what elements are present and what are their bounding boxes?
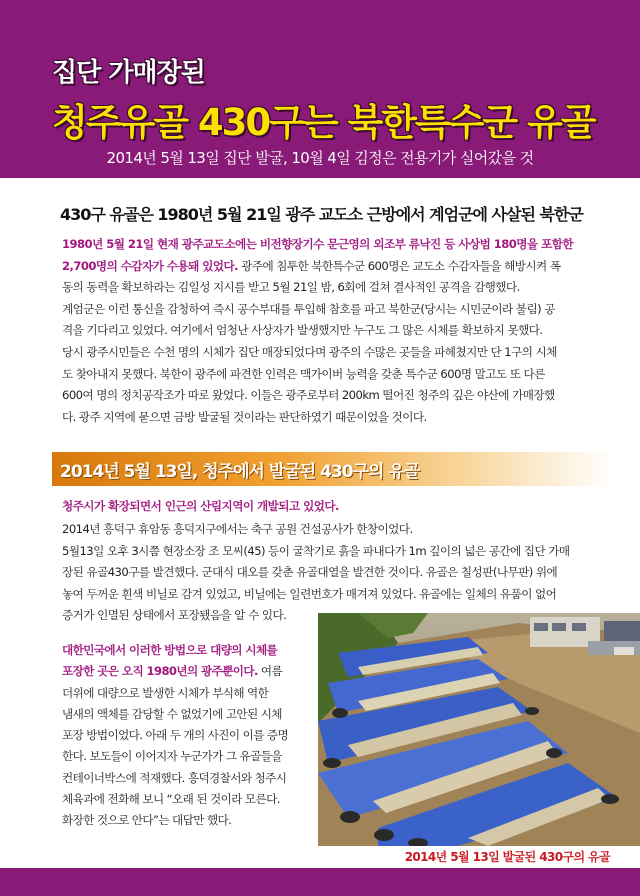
section2-line: 2014년 흥덕구 휴암동 흥덕지구에서는 축구 공원 건설공사가 한창이었다. xyxy=(62,522,413,536)
section1-highlight-line: 1980년 5월 21일 현재 광주교도소에는 비전향장기수 문근영의 외조부 류낙진 등 사상범 180명을 포함한 xyxy=(62,237,574,251)
section1-body xyxy=(62,234,600,428)
section1-line: 격을 기다리고 있었다. 여기에서 엄청난 사상자가 발생했지만 누구도 그 많은 시체를 확보하지 못했다. xyxy=(62,323,543,338)
header-banner xyxy=(0,0,640,178)
section1-line xyxy=(62,256,600,278)
section1-line: 동의 동력을 확보하라는 김일성 지시를 받고 5월 21일 밤, 6회에 걸쳐 결사적인 공격을 감행했다. xyxy=(62,280,520,295)
section1-heading: 430구 유골은 1980년 5월 21일 광주 교도소 근방에서 계엄군에 사살된 북한군 xyxy=(60,205,583,224)
section2-band xyxy=(52,452,612,486)
section1-highlight-line: 2,700명의 수감자가 수용돼 있었다. xyxy=(62,258,239,273)
side-line-rest: 여름 xyxy=(257,664,283,679)
section1-line: 600여 명의 정치공작조가 따로 왔었다. 이들은 광주로부터 200km 떨어진 청주의 깊은 야산에 가매장했 xyxy=(62,388,555,403)
section1-line: 도 찾아내지 못했다. 북한이 광주에 파견한 인력은 맥가이버 능력을 갖춘 특수군 600명 말고도 또 다른 xyxy=(62,366,545,381)
page-subtitle: 2014년 5월 13일 집단 발굴, 10월 4일 김정은 전용기가 실어갔을 것 xyxy=(106,149,534,167)
side-line: 화장한 것으로 안다”는 대답만 했다. xyxy=(62,813,232,828)
side-line: 냄새의 액체를 감당할 수 없었기에 고안된 시체 xyxy=(62,706,282,721)
section2-heading: 2014년 5월 13일, 청주에서 발굴된 430구의 유골 xyxy=(60,462,420,482)
section2-side-text xyxy=(62,640,312,832)
section2-line: 증거가 인멸된 상태에서 포장됐음을 알 수 있다. xyxy=(62,608,287,623)
section1-line: 당시 광주시민들은 수천 명의 시체가 집단 매장되었다며 광주의 수많은 곳들을 파헤쳤지만 단 1구의 시체 xyxy=(62,344,557,359)
section1-line: 다. 광주 지역에 묻으면 금방 발굴될 것이라는 판단하였기 때문이었을 것이다. xyxy=(62,409,427,424)
section2-line: 5월13일 오후 3시쯤 현장소장 조 모씨(45) 등이 굴착기로 흙을 파내다가 1m 깊이의 넓은 공간에 집단 가매 xyxy=(62,543,570,558)
side-highlight-line: 포장한 곳은 오직 1980년의 광주뿐이다. xyxy=(62,664,258,679)
section2-lead: 청주시가 확장되면서 인근의 산림지역이 개발되고 있었다. xyxy=(62,499,339,513)
excavation-photo-graphic xyxy=(318,613,640,846)
side-line: 더위에 대량으로 발생한 시체가 부식해 역한 xyxy=(62,685,269,700)
section1-line: 계엄군은 이런 통신을 감청하여 즉시 공수부대를 투입해 참호를 파고 북한군(당시는 시민군이라 불림) 공 xyxy=(62,301,555,316)
page-title: 청주유골 430구는 북한특수군 유골 xyxy=(52,101,595,144)
section2-line: 장된 유골430구를 발견했다. 군대식 대오를 갖춘 유골대열을 발견한 것이다. 유골은 칠성판(나무판) 위에 xyxy=(62,565,558,580)
section2-line: 놓여 두꺼운 흰색 비닐로 감겨 있었고, 비닐에는 일련번호가 매겨져 있었다. 유골에는 일체의 유품이 없어 xyxy=(62,586,557,601)
side-highlight-line: 대한민국에서 이러한 방법으로 대량의 시체를 xyxy=(62,643,278,657)
footer-band xyxy=(0,868,640,896)
side-line: 한다. 보도들이 이어지자 누군가가 그 유골들을 xyxy=(62,749,282,764)
section2-body xyxy=(62,519,600,627)
section1-line-rest: 광주에 침투한 북한특수군 600명은 교도소 수감자들을 해방시켜 폭 xyxy=(238,258,561,273)
photo-caption: 2014년 5월 13일 발굴된 430구의 유골 xyxy=(404,850,610,864)
side-line: 체육과에 전화해 보니 “오래 된 것이라 모른다. xyxy=(62,792,280,807)
side-line: 포장 방법이었다. 아래 두 개의 사진이 이를 증명 xyxy=(62,728,289,743)
side-line xyxy=(62,661,312,682)
kicker-text: 집단 가매장된 xyxy=(52,58,205,88)
excavation-photo xyxy=(318,613,640,846)
side-line: 컨테이너박스에 적재했다. 흥덕경찰서와 청주시 xyxy=(62,770,287,785)
